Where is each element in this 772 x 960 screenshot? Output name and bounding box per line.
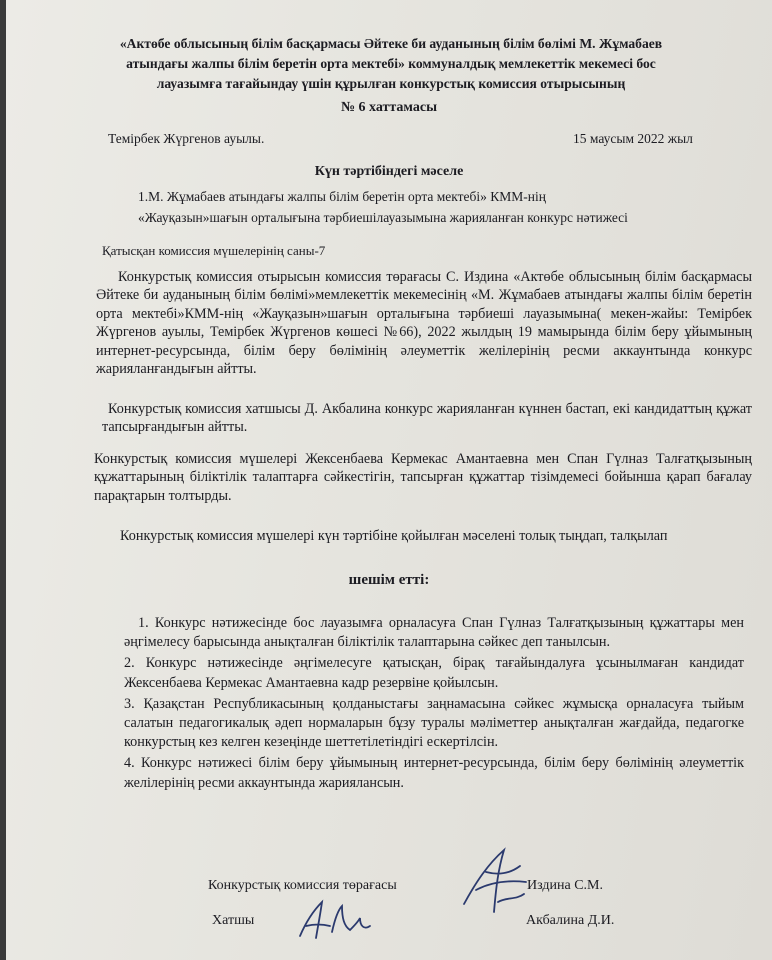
agenda-item-line: «Жауқазын»шағын орталығына тәрбиешілауазымына жарияланған конкурс нәтижесі xyxy=(138,210,628,225)
paragraph-members-review: Конкурстық комиссия мүшелері Жексенбаева Кермекас Амантаевна мен Спан Гүлназ Талғатқызының құжаттарының біліктілік талаптарға сәйкестігін, тапсырған құжаттар тізімдемесі бойынша қарап бағалау парақтарын толтырды. xyxy=(94,451,752,504)
title-line: лауазымға тағайындау үшін құрылған конкурстық комиссия отырысының xyxy=(156,76,626,91)
decision-list xyxy=(124,614,744,795)
paragraph-secretary: Конкурстық комиссия хатшысы Д. Акбалина конкурс жарияланған күннен бастап, екі кандидаттың құжат тапсырғандығын айтты. xyxy=(102,401,752,436)
meeting-date: 15 маусым 2022 жыл xyxy=(573,131,693,146)
paragraph-discussion: Конкурстық комиссия мүшелері күн тәртібіне қойылған мәселені толық тыңдап, талқылап xyxy=(120,528,668,544)
secretary-name: Акбалина Д.И. xyxy=(526,913,615,928)
chair-signature-image xyxy=(446,842,546,922)
chair-name: Издина С.М. xyxy=(527,878,603,893)
meeting-place: Темірбек Жүргенов ауылы. xyxy=(108,131,265,146)
paragraph-announcement: Конкурстық комиссия отырысын комиссия төрағасы С. Издина «Актөбе облысының білім басқармасы Әйтеке би ауданының білім бөлімі»мемлекеттік мекемесінің «М. Жұмабаев атындағы жалпы білім беретін орта мектебі»КММ-нің «Жауқазын»шағын орталығына тәрбиеші лауазымына( мекен-жайы: Темірбек Жүргенов ауылы, Темірбек Жүргенов көшесі №66), 2022 жылдың 19 мамырында білім беру ұйымының интернет-ресурсында, білім беру бөлімінің әлеуметтік желілерінің ресми аккаунтында конкурс жарияланғандығын айтты. xyxy=(96,269,752,378)
document-title xyxy=(66,34,716,94)
chair-label: Конкурстық комиссия төрағасы xyxy=(208,878,397,893)
decision-heading: шешім етті: xyxy=(348,572,430,588)
decision-item: 1. Конкурс нәтижесінде бос лауазымға орналасуға Спан Гүлназ Талғатқызының құжаттары мен әңгімелесу барысында анықталған біліктілік талаптарына сәйкес деп танылсын. xyxy=(124,615,744,651)
secretary-signature-image xyxy=(294,896,374,946)
agenda-heading: Күн тәртібіндегі мәселе xyxy=(314,164,464,179)
secretary-label: Хатшы xyxy=(212,913,255,928)
title-line: атындағы жалпы білім беретін орта мектебі» коммуналдық мемлекеттік мекемесі бос xyxy=(126,56,656,71)
members-count: Қатысқан комиссия мүшелерінің саны-7 xyxy=(102,243,326,258)
decision-item: 4. Конкурс нәтижесі білім беру ұйымының интернет-ресурсында, білім беру бөлімінің әлеуметтік желілерінің ресми аккаунтында жариялансын. xyxy=(124,755,744,791)
protocol-number: № 6 хаттамасы xyxy=(340,100,438,115)
agenda-item-line: 1.М. Жұмабаев атындағы жалпы білім беретін орта мектебі» КММ-нің xyxy=(138,189,547,204)
title-line: «Актөбе облысының білім басқармасы Әйтеке би ауданының білім бөлімі М. Жұмабаев xyxy=(119,36,663,51)
decision-item: 2. Конкурс нәтижесінде әңгімелесуге қатысқан, бірақ тағайындалуға ұсынылмаған кандидат Жексенбаева Кермекас Амантаевна кадр резервіне қойылсын. xyxy=(124,655,744,691)
decision-item: 3. Қазақстан Республикасының қолданыстағы заңнамасына сәйкес жұмысқа орналасуға тыйым салатын педагогикалық әдеп нормаларын бұзу туралы мәліметтер анықталған жағдайда, педагогке конкурстың кез келген кезеңінде шеттетілетіндігі ескертілсін. xyxy=(124,695,744,751)
document-sheet xyxy=(6,0,772,960)
